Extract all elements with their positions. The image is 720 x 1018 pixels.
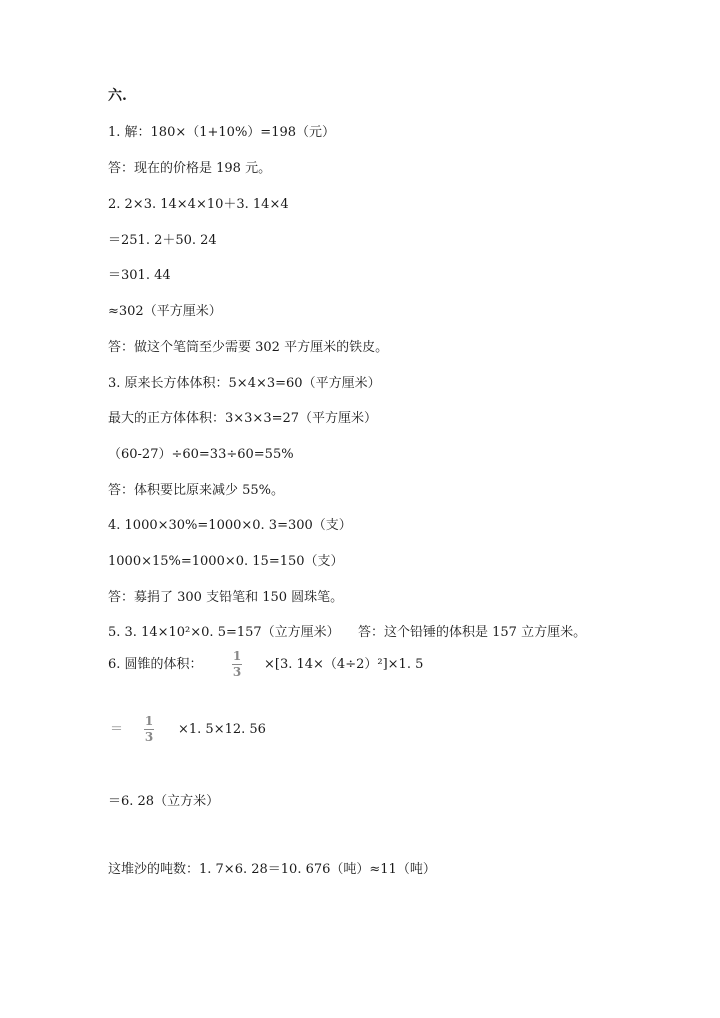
q2-calculation-line-2: ＝251. 2＋50. 24 bbox=[108, 233, 217, 248]
q2-calculation-line-3: ＝301. 44 bbox=[108, 268, 171, 283]
q5-answer: 答：这个铅锤的体积是 157 立方厘米。 bbox=[358, 625, 587, 640]
q6-fraction2-denominator: 3 bbox=[144, 730, 154, 744]
q6-label: 6. 圆锥的体积： bbox=[108, 657, 203, 672]
q3-calculation-line-1: 3. 原来长方体体积：5×4×3=60（平方厘米） bbox=[108, 376, 381, 391]
q2-calculation-line-4: ≈302（平方厘米） bbox=[108, 304, 222, 319]
q2-calculation-line-1: 2. 2×3. 14×4×10＋3. 14×4 bbox=[108, 197, 289, 212]
q3-calculation-line-3: （60-27）÷60=33÷60=55% bbox=[108, 447, 294, 462]
q5-calculation: 5. 3. 14×10²×0. 5=157（立方厘米） bbox=[108, 625, 340, 640]
q4-calculation-line-1: 4. 1000×30%=1000×0. 3=300（支） bbox=[108, 518, 352, 533]
q6-equals-sign: ＝ bbox=[110, 722, 124, 737]
q6-fraction-one-third-2 bbox=[144, 715, 154, 744]
section-heading: 六. bbox=[108, 88, 127, 104]
q6-tonnage: 这堆沙的吨数：1. 7×6. 28＝10. 676（吨）≈11（吨） bbox=[108, 862, 436, 877]
q4-answer: 答：募捐了 300 支铅笔和 150 圆珠笔。 bbox=[108, 590, 344, 605]
q6-expression-2: ×1. 5×12. 56 bbox=[178, 722, 266, 737]
q3-answer: 答：体积要比原来减少 55%。 bbox=[108, 483, 285, 498]
q6-result: ＝6. 28（立方米） bbox=[108, 794, 220, 809]
q1-calculation: 1. 解：180×（1+10%）=198（元） bbox=[108, 125, 336, 140]
q6-fraction-numerator: 1 bbox=[232, 649, 242, 663]
q6-expression-1: ×[3. 14×（4÷2）²]×1. 5 bbox=[264, 657, 424, 672]
q4-calculation-line-2: 1000×15%=1000×0. 15=150（支） bbox=[108, 554, 344, 569]
q6-fraction-denominator: 3 bbox=[232, 665, 242, 679]
q2-answer: 答：做这个笔筒至少需要 302 平方厘米的铁皮。 bbox=[108, 340, 389, 355]
q3-calculation-line-2: 最大的正方体体积：3×3×3=27（平方厘米） bbox=[108, 411, 378, 426]
q6-fraction-one-third bbox=[232, 650, 242, 679]
q6-fraction2-numerator: 1 bbox=[144, 714, 154, 728]
q1-answer: 答：现在的价格是 198 元。 bbox=[108, 161, 272, 176]
